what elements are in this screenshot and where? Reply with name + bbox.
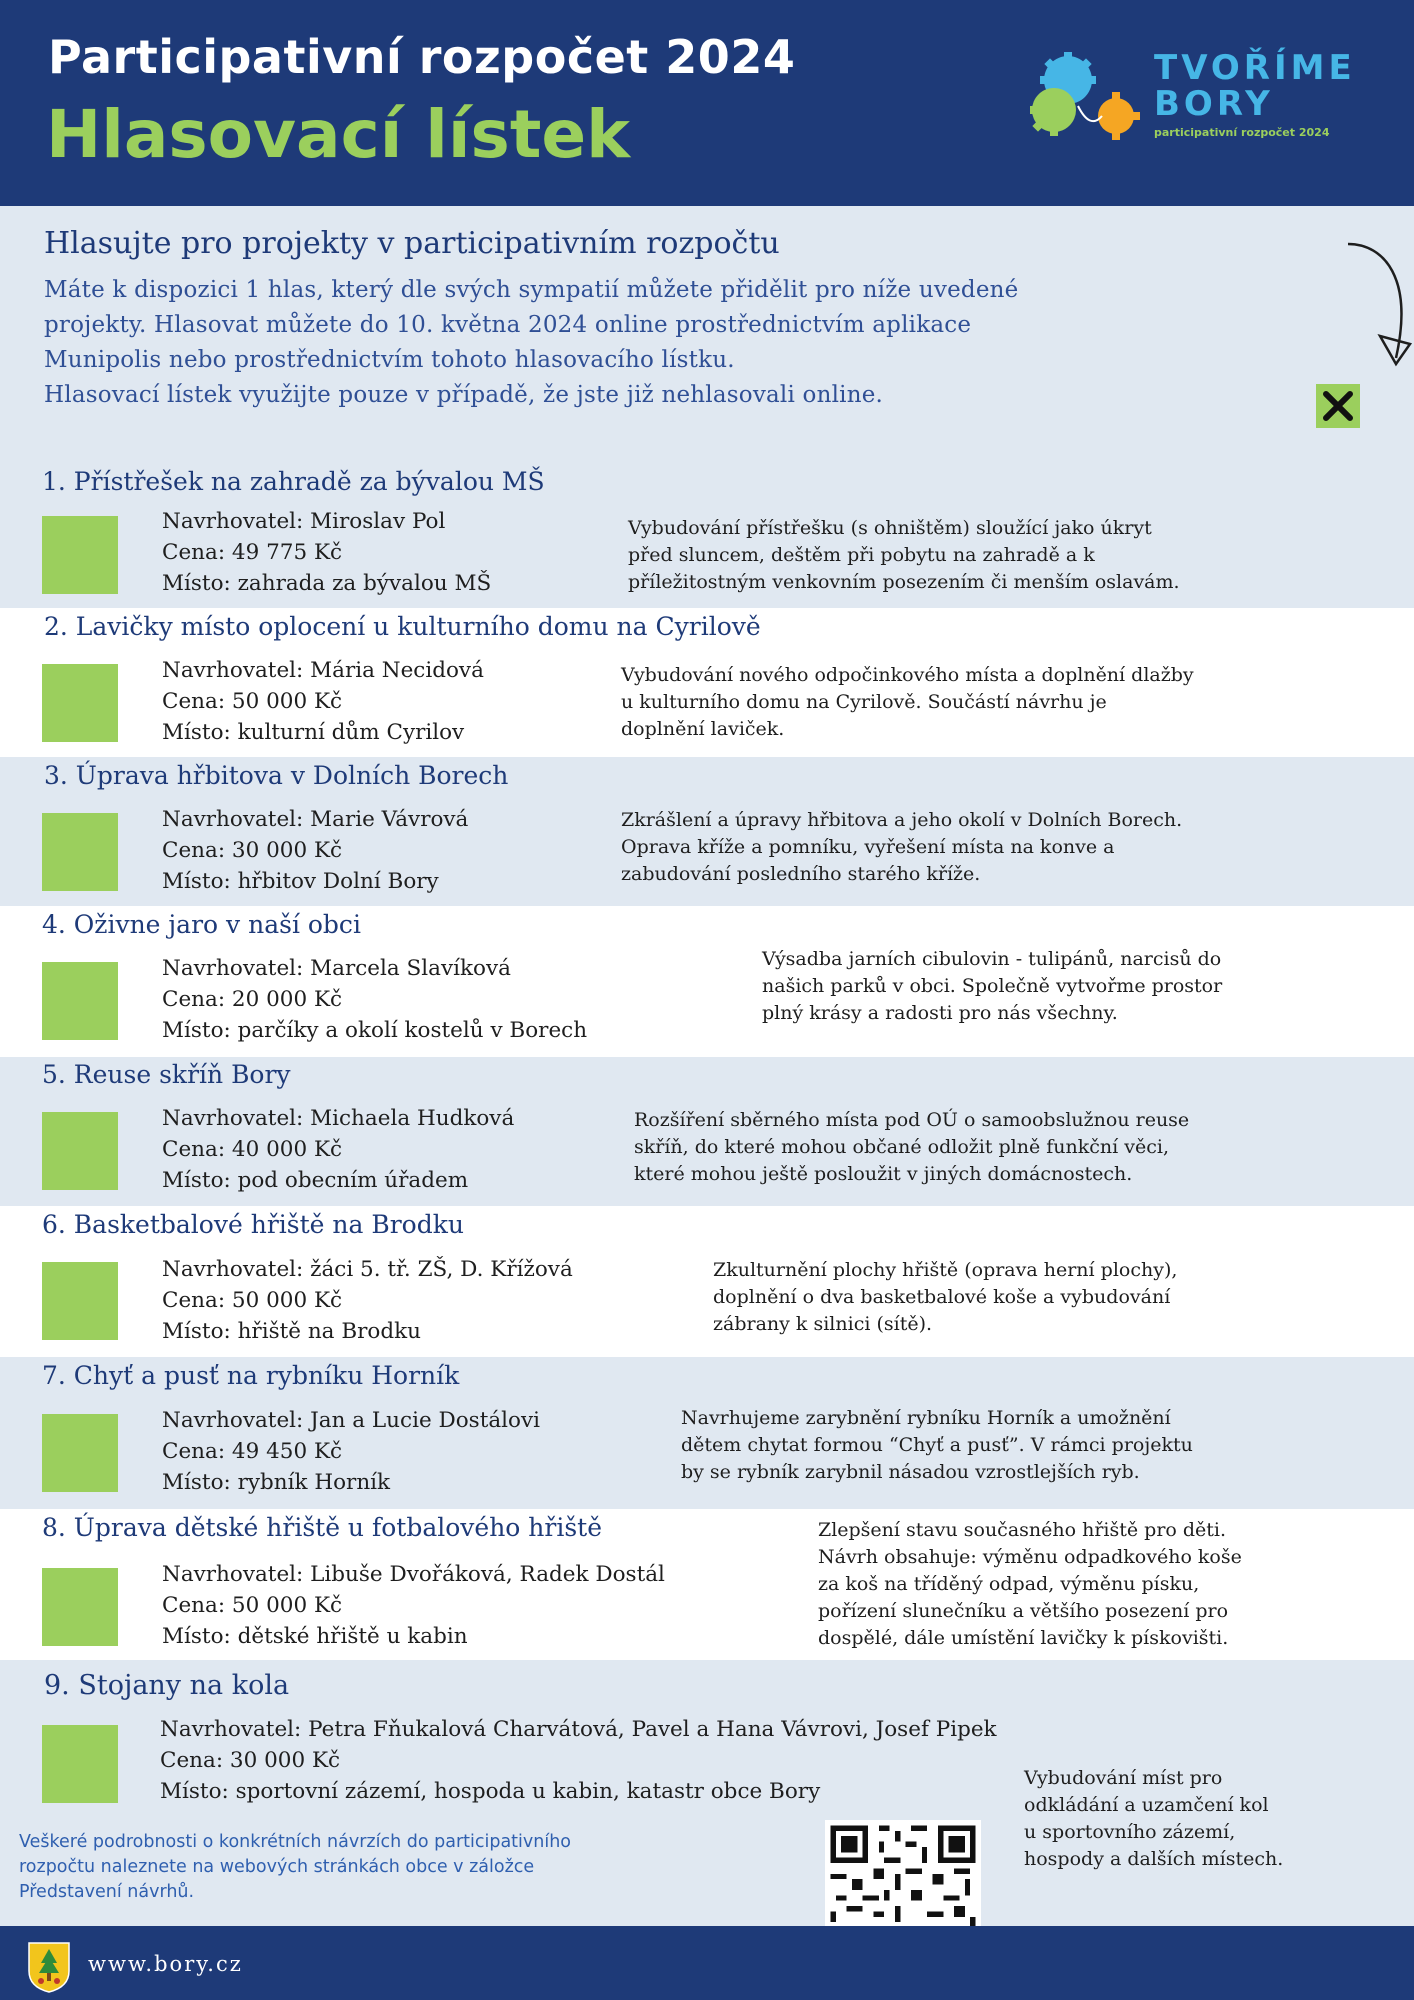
project-info: [160, 1714, 997, 1807]
curved-arrow-icon: [1344, 238, 1414, 378]
description-line: Zkrášlení a úpravy hřbitova a jeho okolí v Dolních Borech.: [621, 809, 1183, 831]
project-title: 4. Oživne jaro v naší obci: [42, 910, 361, 939]
logo-text-line1: TVOŘÍME: [1154, 48, 1356, 88]
project-place: Místo: sportovní zázemí, hospoda u kabin, katastr obce Bory: [160, 1779, 821, 1804]
description-line: zábrany k silnici (sítě).: [713, 1313, 933, 1335]
project-info: [162, 1405, 540, 1498]
project-place: Místo: dětské hřiště u kabin: [162, 1624, 468, 1649]
cross-mark-icon: [1316, 384, 1360, 428]
vote-checkbox-project-6[interactable]: [42, 1262, 118, 1340]
description-line: našich parků v obci. Společně vytvořme prostor: [762, 975, 1223, 997]
project-description: [1024, 1765, 1283, 1873]
project-place: Místo: parčíky a okolí kostelů v Borech: [162, 1018, 588, 1043]
project-info: [162, 655, 484, 748]
project-proposer: Navrhovatel: žáci 5. tř. ZŠ, D. Křížová: [162, 1257, 573, 1282]
description-line: doplnění laviček.: [621, 718, 785, 740]
description-line: odkládání a uzamčení kol: [1024, 1794, 1269, 1816]
description-line: příležitostným venkovním posezením či menším oslavám.: [628, 571, 1180, 593]
logo-text-line2: BORY: [1154, 84, 1274, 124]
description-line: dospělé, dále umístění lavičky k pískovišti.: [818, 1627, 1229, 1649]
project-info: [162, 1559, 665, 1652]
project-price: Cena: 20 000 Kč: [162, 987, 343, 1012]
description-line: Vybudování přístřešku (s ohništěm) sloužící jako úkryt: [628, 517, 1152, 539]
intro-title: Hlasujte pro projekty v participativním rozpočtu: [44, 226, 780, 261]
vote-example-checkbox: [1316, 384, 1360, 428]
vote-checkbox-project-8[interactable]: [42, 1568, 118, 1646]
project-proposer: Navrhovatel: Jan a Lucie Dostálovi: [162, 1408, 541, 1433]
description-line: pořízení slunečníku a většího posezení pro: [818, 1600, 1229, 1622]
project-info: [162, 804, 468, 897]
project-title: 1. Přístřešek na zahradě za bývalou MŠ: [42, 467, 545, 496]
project-place: Místo: zahrada za bývalou MŠ: [162, 571, 492, 596]
description-line: by se rybník zarybnil násadou vzrostlejších ryb.: [681, 1461, 1140, 1483]
project-description: [634, 1107, 1189, 1188]
description-line: doplnění o dva basketbalové koše a vybudování: [713, 1286, 1171, 1308]
project-place: Místo: kulturní dům Cyrilov: [162, 720, 465, 745]
note-line: rozpočtu naleznete na webových stránkách obce v záložce: [19, 1857, 535, 1877]
logo-tagline: participativní rozpočet 2024: [1154, 126, 1330, 139]
description-line: u kulturního domu na Cyrilově. Součástí návrhu je: [621, 691, 1107, 713]
project-description: [628, 515, 1180, 596]
project-place: Místo: rybník Horník: [162, 1470, 391, 1495]
project-title: 5. Reuse skříň Bory: [42, 1060, 291, 1089]
description-line: Návrh obsahuje: výměnu odpadkového koše: [818, 1546, 1242, 1568]
project-price: Cena: 40 000 Kč: [162, 1137, 343, 1162]
project-proposer: Navrhovatel: Marcela Slavíková: [162, 956, 511, 981]
project-description: [818, 1517, 1242, 1652]
project-info: [162, 953, 587, 1046]
intro-line: Hlasovací lístek využijte pouze v případě, že jste již nehlasovali online.: [44, 382, 884, 408]
description-line: Vybudování míst pro: [1024, 1767, 1223, 1789]
project-proposer: Navrhovatel: Libuše Dvořáková, Radek Dostál: [162, 1562, 665, 1587]
project-place: Místo: hřiště na Brodku: [162, 1319, 421, 1344]
vote-checkbox-project-1[interactable]: [42, 516, 118, 594]
description-line: u sportovního zázemí,: [1024, 1821, 1236, 1843]
project-info: [162, 1103, 514, 1196]
project-info: [162, 1254, 573, 1347]
description-line: Zkulturnění plochy hřiště (oprava herní plochy),: [713, 1259, 1178, 1281]
description-line: zabudování posledního starého kříže.: [621, 863, 981, 885]
vote-checkbox-project-4[interactable]: [42, 962, 118, 1040]
intro-line: Munipolis nebo prostřednictvím tohoto hlasovacího lístku.: [44, 347, 735, 373]
description-line: před sluncem, deštěm při pobytu na zahradě a k: [628, 544, 1095, 566]
project-proposer: Navrhovatel: Miroslav Pol: [162, 509, 446, 534]
project-description: [621, 662, 1194, 743]
vote-checkbox-project-9[interactable]: [42, 1725, 118, 1803]
page-subtitle: Hlasovací lístek: [46, 96, 631, 173]
note-line: Veškeré podrobnosti o konkrétních návrzích do participativního: [19, 1832, 572, 1852]
description-line: dětem chytat formou “Chyť a pusť”. V rámci projektu: [681, 1434, 1193, 1456]
description-line: za koš na tříděný odpad, výměnu písku,: [818, 1573, 1200, 1595]
municipal-crest-icon: [27, 1941, 71, 1993]
description-line: Rozšíření sběrného místa pod OÚ o samoobslužnou reuse: [634, 1109, 1190, 1131]
project-info: [162, 506, 491, 599]
description-line: Vybudování nového odpočinkového místa a doplnění dlažby: [621, 664, 1194, 686]
project-title: 7. Chyť a pusť na rybníku Horník: [42, 1361, 460, 1390]
project-description: [621, 807, 1182, 888]
project-title: 2. Lavičky místo oplocení u kulturního domu na Cyrilově: [44, 612, 761, 641]
project-proposer: Navrhovatel: Michaela Hudková: [162, 1106, 515, 1131]
project-price: Cena: 49 450 Kč: [162, 1439, 343, 1464]
description-line: Oprava kříže a pomníku, vyřešení místa na konve a: [621, 836, 1115, 858]
project-place: Místo: pod obecním úřadem: [162, 1168, 469, 1193]
vote-checkbox-project-5[interactable]: [42, 1112, 118, 1190]
description-line: hospody a dalších místech.: [1024, 1848, 1284, 1870]
project-description: [681, 1405, 1193, 1486]
vote-checkbox-project-7[interactable]: [42, 1414, 118, 1492]
intro-line: projekty. Hlasovat můžete do 10. května 2024 online prostřednictvím aplikace: [44, 312, 972, 338]
project-title: 9. Stojany na kola: [44, 1670, 290, 1701]
project-price: Cena: 30 000 Kč: [162, 838, 343, 863]
description-line: plný krásy a radosti pro nás všechny.: [762, 1002, 1118, 1024]
note-line: Představení návrhů.: [19, 1882, 195, 1902]
project-price: Cena: 50 000 Kč: [162, 689, 343, 714]
project-description: [762, 946, 1222, 1027]
project-proposer: Navrhovatel: Mária Necidová: [162, 658, 484, 683]
description-line: Navrhujeme zarybnění rybníku Horník a umožnění: [681, 1407, 1171, 1429]
vote-checkbox-project-2[interactable]: [42, 664, 118, 742]
project-description: [713, 1257, 1177, 1338]
website-link[interactable]: www.bory.cz: [88, 1952, 243, 1976]
project-title: 3. Úprava hřbitova v Dolních Borech: [44, 761, 509, 790]
details-note: [19, 1830, 571, 1905]
puzzle-gears-logo-icon: [1028, 50, 1146, 148]
project-title: 6. Basketbalové hřiště na Brodku: [42, 1210, 464, 1239]
project-price: Cena: 49 775 Kč: [162, 540, 343, 565]
intro-line: Máte k dispozici 1 hlas, který dle svých sympatií můžete přidělit pro níže uvedené: [44, 277, 1019, 303]
project-price: Cena: 50 000 Kč: [162, 1593, 343, 1618]
description-line: skříň, do které mohou občané odložit plně funkční věci,: [634, 1136, 1170, 1158]
vote-checkbox-project-3[interactable]: [42, 813, 118, 891]
description-line: které mohou ještě posloužit v jiných domácnostech.: [634, 1163, 1133, 1185]
project-title: 8. Úprava dětské hřiště u fotbalového hřiště: [42, 1513, 603, 1542]
project-place: Místo: hřbitov Dolní Bory: [162, 869, 439, 894]
description-line: Zlepšení stavu současného hřiště pro děti.: [818, 1519, 1227, 1541]
description-line: Výsadba jarních cibulovin - tulipánů, narcisů do: [762, 948, 1222, 970]
project-price: Cena: 50 000 Kč: [162, 1288, 343, 1313]
page-title: Participativní rozpočet 2024: [48, 30, 796, 84]
project-proposer: Navrhovatel: Marie Vávrová: [162, 807, 469, 832]
project-proposer: Navrhovatel: Petra Fňukalová Charvátová, Pavel a Hana Vávrovi, Josef Pipek: [160, 1717, 997, 1742]
project-price: Cena: 30 000 Kč: [160, 1748, 341, 1773]
